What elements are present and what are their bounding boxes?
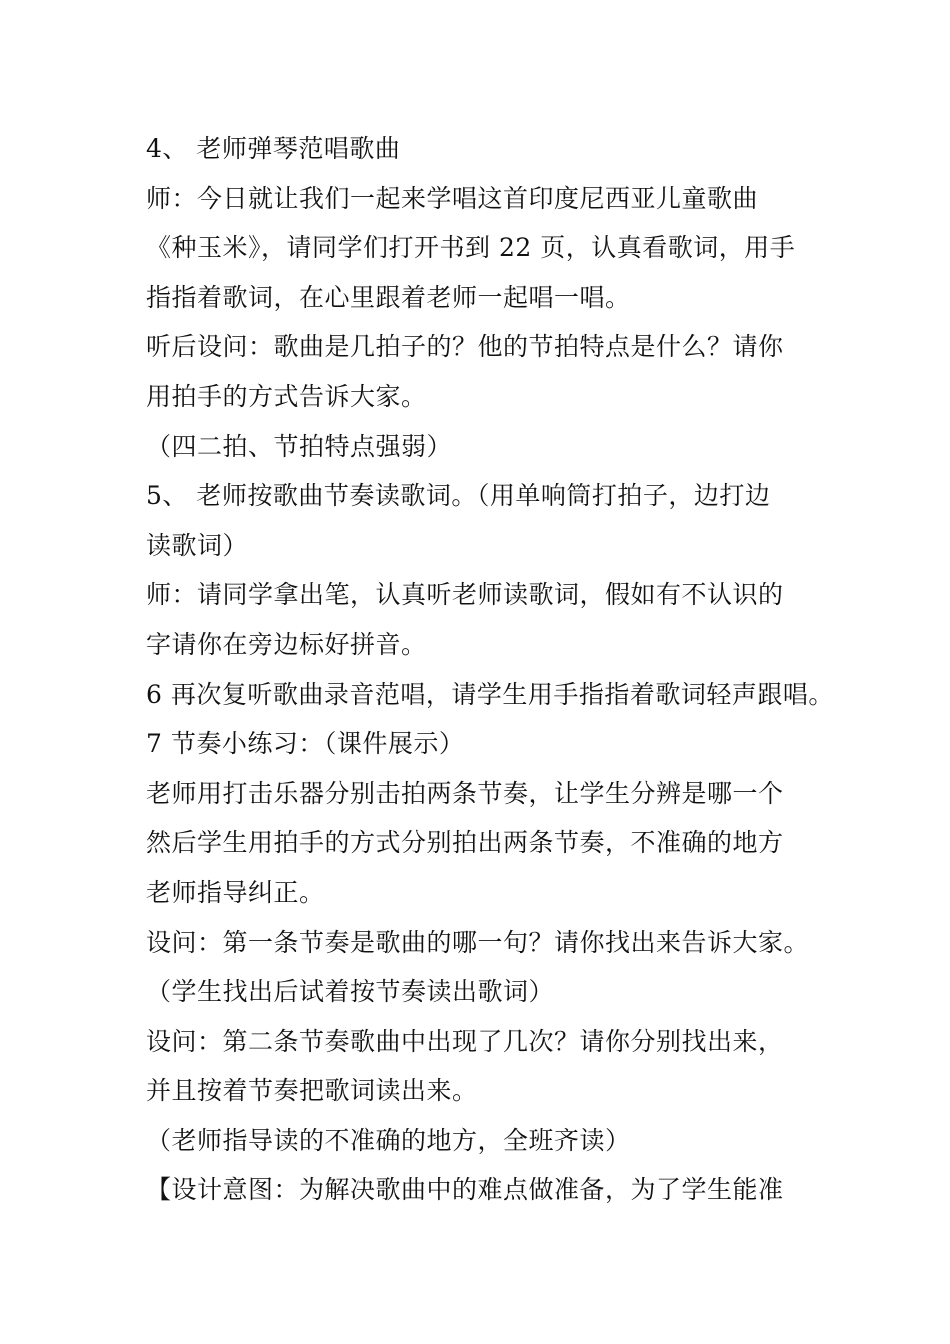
text-line: 读歌词） bbox=[146, 530, 249, 560]
text-line: 用拍手的方式告诉大家。 bbox=[146, 381, 427, 411]
text-line: 并且按着节奏把歌词读出来。 bbox=[146, 1076, 478, 1106]
text-line: （学生找出后试着按节奏读出歌词） bbox=[146, 977, 555, 1007]
step-6-line: 6 再次复听歌曲录音范唱，请学生用手指指着歌词轻声跟唱。 bbox=[146, 679, 834, 709]
text-line: （老师指导读的不准确的地方，全班齐读） bbox=[146, 1125, 631, 1155]
text-line: 老师指导纠正。 bbox=[146, 877, 325, 907]
text-line: 设问：第二条节奏歌曲中出现了几次？请你分别找出来， bbox=[146, 1026, 784, 1056]
step-7-heading: 7 节奏小练习：（课件展示） bbox=[146, 729, 465, 759]
step-5-heading: 5、 老师按歌曲节奏读歌词。（用单响筒打拍子，边打边 bbox=[146, 481, 771, 511]
text-line: 设问：第一条节奏是歌曲的哪一句？请你找出来告诉大家。 bbox=[146, 927, 810, 957]
document-body bbox=[146, 124, 834, 1215]
text-line: 《种玉米》，请同学们打开书到 22 页，认真看歌词，用手 bbox=[146, 233, 796, 263]
step-4-heading: 4、 老师弹琴范唱歌曲 bbox=[146, 134, 401, 163]
text-line: 师：今日就让我们一起来学唱这首印度尼西亚儿童歌曲 bbox=[146, 183, 759, 213]
text-line: 指指着歌词，在心里跟着老师一起唱一唱。 bbox=[146, 282, 631, 312]
text-line: （四二拍、节拍特点强弱） bbox=[146, 431, 453, 461]
text-line: 老师用打击乐器分别击拍两条节奏，让学生分辨是哪一个 bbox=[146, 778, 784, 808]
text-line: 字请你在旁边标好拼音。 bbox=[146, 629, 427, 659]
text-line: 然后学生用拍手的方式分别拍出两条节奏，不准确的地方 bbox=[146, 828, 784, 858]
design-intent-line: 【设计意图：为解决歌曲中的难点做准备，为了学生能准 bbox=[146, 1175, 784, 1205]
text-line: 师：请同学拿出笔，认真听老师读歌词，假如有不认识的 bbox=[146, 580, 784, 610]
text-line: 听后设问：歌曲是几拍子的？他的节拍特点是什么？请你 bbox=[146, 332, 784, 362]
